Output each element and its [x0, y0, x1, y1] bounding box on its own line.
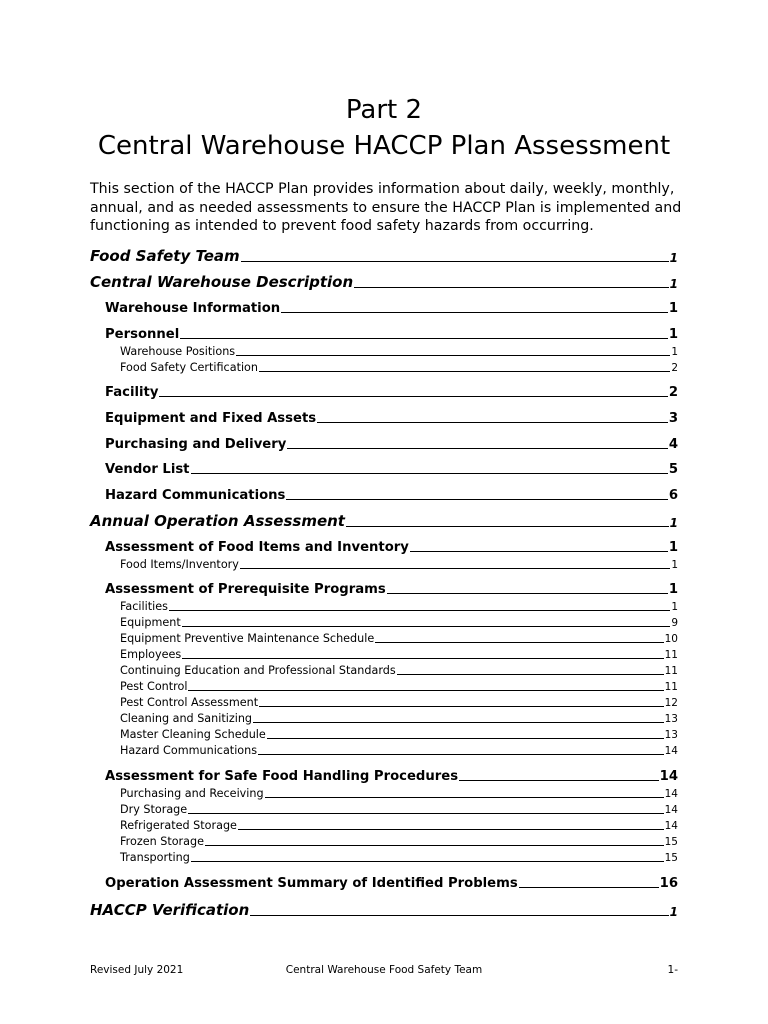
toc-entry[interactable] — [105, 324, 678, 342]
toc-entry-title: Refrigerated Storage — [120, 819, 237, 832]
toc-entry-page: 14 — [659, 769, 678, 784]
toc-entry[interactable] — [120, 359, 678, 374]
toc-entry-page: 1 — [669, 516, 678, 530]
toc-entry-page: 1 — [669, 277, 678, 291]
toc-leader-line — [281, 312, 668, 313]
toc-entry-page: 10 — [664, 633, 678, 645]
toc-entry-title: Hazard Communications — [120, 744, 258, 757]
toc-leader-line — [238, 829, 664, 830]
toc-entry-page: 11 — [664, 681, 678, 693]
toc-entry-page: 14 — [664, 804, 678, 816]
toc-entry-title: Facility — [105, 385, 159, 400]
toc-entry-title: Assessment of Food Items and Inventory — [105, 540, 409, 555]
toc-leader-line — [188, 690, 663, 691]
toc-entry-page: 16 — [659, 876, 678, 891]
toc-entry-title: Facilities — [120, 600, 168, 613]
toc-entry-page: 1 — [668, 301, 678, 316]
page-title: Central Warehouse HACCP Plan Assessment — [97, 131, 671, 161]
toc-entry-page: 15 — [664, 852, 678, 864]
toc-leader-line — [191, 473, 668, 474]
toc-entry[interactable] — [120, 849, 678, 864]
toc-entry-title: Equipment Preventive Maintenance Schedule — [120, 632, 375, 645]
toc-leader-line — [317, 422, 668, 423]
toc-entry-page: 14 — [664, 745, 678, 757]
toc-entry-title: Transporting — [120, 851, 190, 864]
toc-entry[interactable] — [90, 899, 678, 919]
toc-entry-page: 1 — [671, 601, 678, 613]
toc-entry-title: Cleaning and Sanitizing — [120, 712, 253, 725]
toc-entry[interactable] — [120, 710, 678, 725]
toc-entry[interactable] — [105, 766, 678, 784]
toc-leader-line — [159, 396, 667, 397]
toc-entry-title: Pest Control — [120, 680, 188, 693]
toc-entry-title: Food Items/Inventory — [120, 558, 239, 571]
toc-leader-line — [182, 658, 663, 659]
toc-entry-title: Warehouse Information — [105, 301, 281, 316]
toc-entry[interactable] — [90, 510, 678, 530]
toc-leader-line — [180, 338, 668, 339]
toc-entry-title: Assessment of Prerequisite Programs — [105, 582, 386, 597]
toc-leader-line — [459, 780, 659, 781]
toc-entry[interactable] — [120, 678, 678, 693]
toc-entry-title: Employees — [120, 648, 182, 661]
toc-entry[interactable] — [120, 694, 678, 709]
toc-leader-line — [375, 642, 663, 643]
toc-entry-title: Dry Storage — [120, 803, 188, 816]
toc-leader-line — [265, 797, 664, 798]
toc-entry-title: Purchasing and Delivery — [105, 437, 287, 452]
toc-entry-page: 2 — [671, 362, 678, 374]
toc-entry-page: 14 — [664, 820, 678, 832]
toc-entry-title: Annual Operation Assessment — [90, 512, 345, 530]
toc-entry-title: Central Warehouse Description — [90, 273, 354, 291]
toc-entry[interactable] — [120, 662, 678, 677]
toc-entry-title: HACCP Verification — [90, 901, 250, 919]
toc-entry-title: Warehouse Positions — [120, 345, 236, 358]
toc-entry-page: 3 — [668, 411, 678, 426]
toc-entry[interactable] — [90, 271, 678, 291]
toc-entry[interactable] — [120, 801, 678, 816]
toc-entry-page: 1 — [668, 540, 678, 555]
page-title-part: Part 2 — [345, 95, 423, 125]
toc-entry-page: 1 — [671, 346, 678, 358]
toc-entry-title: Equipment and Fixed Assets — [105, 411, 317, 426]
toc-entry-page: 2 — [668, 385, 678, 400]
toc-entry-page: 4 — [668, 437, 678, 452]
toc-entry[interactable] — [105, 382, 678, 400]
toc-entry[interactable] — [105, 485, 678, 503]
toc-leader-line — [519, 887, 659, 888]
toc-entry[interactable] — [120, 598, 678, 613]
toc-leader-line — [188, 813, 663, 814]
toc-leader-line — [191, 861, 664, 862]
toc-entry-title: Pest Control Assessment — [120, 696, 259, 709]
toc-entry-page: 6 — [668, 488, 678, 503]
toc-entry-page: 13 — [664, 713, 678, 725]
toc-leader-line — [169, 610, 670, 611]
toc-entry[interactable] — [105, 537, 678, 555]
toc-leader-line — [240, 568, 670, 569]
toc-entry-title: Personnel — [105, 327, 180, 342]
toc-entry-title: Operation Assessment Summary of Identified Problems — [105, 876, 518, 891]
toc-entry[interactable] — [105, 873, 678, 891]
toc-entry[interactable] — [120, 726, 678, 741]
toc-entry-title: Food Safety Certification — [120, 361, 258, 374]
toc-entry-title: Purchasing and Receiving — [120, 787, 264, 800]
toc-leader-line — [387, 593, 668, 594]
toc-entry[interactable] — [120, 817, 678, 832]
toc-entry-title: Vendor List — [105, 462, 190, 477]
toc-leader-line — [253, 722, 664, 723]
toc-leader-line — [354, 287, 669, 288]
toc-entry-page: 1 — [669, 905, 678, 919]
toc-entry-page: 12 — [664, 697, 678, 709]
toc-entry[interactable] — [105, 408, 678, 426]
toc-entry[interactable] — [120, 833, 678, 848]
toc-leader-line — [259, 706, 664, 707]
footer-page-number: 1- — [667, 964, 678, 976]
toc-entry-title: Equipment — [120, 616, 181, 629]
toc-leader-line — [287, 448, 667, 449]
toc-entry[interactable] — [105, 459, 678, 477]
toc-entry-page: 9 — [671, 617, 678, 629]
toc-entry-page: 1 — [668, 327, 678, 342]
toc-entry-page: 14 — [664, 788, 678, 800]
toc-leader-line — [258, 754, 664, 755]
toc-entry-page: 15 — [664, 836, 678, 848]
toc-entry-page: 1 — [669, 251, 678, 265]
toc-entry[interactable] — [120, 614, 678, 629]
toc-entry-page: 5 — [668, 462, 678, 477]
toc-leader-line — [236, 355, 670, 356]
toc-entry-title: Hazard Communications — [105, 488, 286, 503]
toc-entry-page: 11 — [664, 665, 678, 677]
toc-entry-page: 11 — [664, 649, 678, 661]
intro-paragraph: This section of the HACCP Plan provides information about daily, weekly, monthly, annual, and as needed assessments to ensure the HACCP Plan is implemented and functioning as intended to prevent food safety hazards from occurring. — [90, 181, 682, 234]
toc-leader-line — [410, 551, 668, 552]
toc-entry[interactable] — [120, 343, 678, 358]
toc-leader-line — [259, 371, 670, 372]
toc-entry-page: 13 — [664, 729, 678, 741]
toc-entry-title: Assessment for Safe Food Handling Procedures — [105, 769, 459, 784]
toc-entry-title: Frozen Storage — [120, 835, 204, 848]
toc-entry-title: Master Cleaning Schedule — [120, 728, 266, 741]
toc-leader-line — [346, 526, 669, 527]
toc-entry[interactable] — [120, 785, 678, 800]
toc-leader-line — [286, 499, 667, 500]
toc-entry[interactable] — [120, 630, 678, 645]
toc-entry[interactable] — [90, 245, 678, 265]
toc-leader-line — [205, 845, 664, 846]
toc-entry-page: 1 — [668, 582, 678, 597]
toc-entry[interactable] — [120, 646, 678, 661]
toc-leader-line — [397, 674, 664, 675]
toc-entry[interactable] — [105, 434, 678, 452]
footer-title: Central Warehouse Food Safety Team — [285, 964, 483, 976]
toc-entry[interactable] — [120, 556, 678, 571]
toc-entry[interactable] — [120, 742, 678, 757]
toc-entry[interactable] — [105, 579, 678, 597]
toc-leader-line — [241, 261, 669, 262]
toc-entry[interactable] — [105, 298, 678, 316]
toc-leader-line — [182, 626, 671, 627]
toc-entry-page: 1 — [671, 559, 678, 571]
toc-leader-line — [250, 915, 668, 916]
toc-entry-title: Continuing Education and Professional Standards — [120, 664, 396, 677]
footer-revision: Revised July 2021 — [90, 964, 184, 976]
toc-leader-line — [267, 738, 664, 739]
toc-entry-title: Food Safety Team — [90, 247, 240, 265]
